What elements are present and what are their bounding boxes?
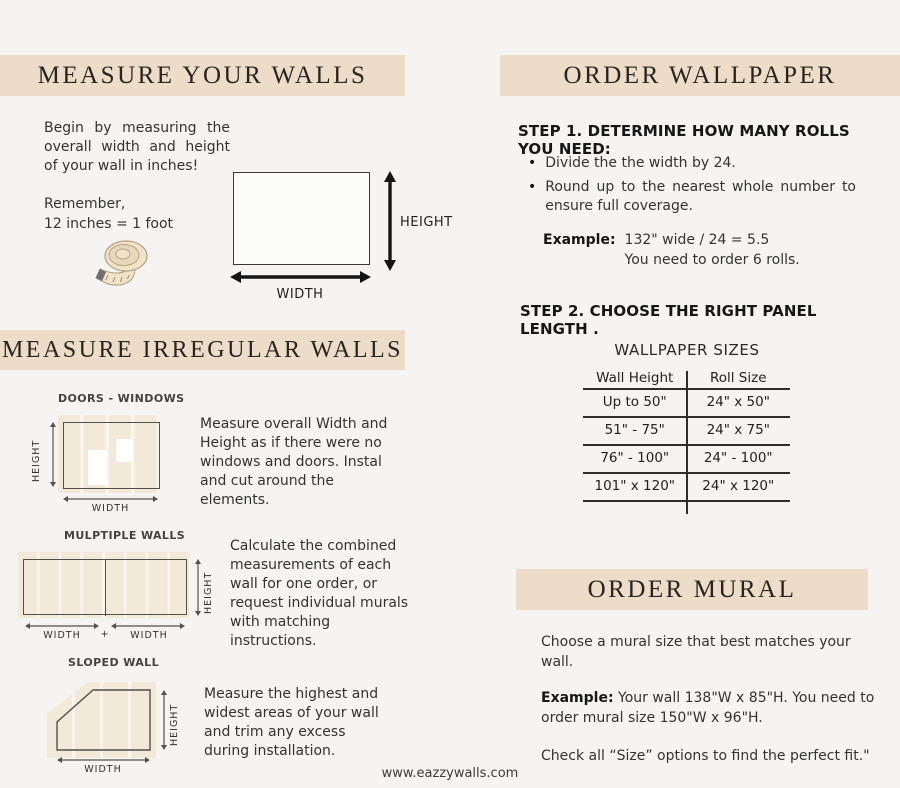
width-measure-arrow [57, 756, 150, 764]
table-cell: 24" x 75" [706, 422, 770, 438]
width-label: WIDTH [91, 503, 130, 514]
remember-note [44, 195, 264, 235]
step2-title: STEP 2. CHOOSE THE RIGHT PANEL LENGTH . [520, 302, 817, 338]
height-arrow [382, 171, 398, 271]
remember-line1: Remember, [44, 196, 126, 212]
measure-intro-text: Begin by measuring the overall width and height of your wall in inches! [44, 120, 230, 175]
doors-windows-text: Measure overall Width and Height as if there were no windows and doors. Instal and cut around the elements. [200, 416, 388, 509]
sloped-wall-label: SLOPED WALL [68, 656, 159, 669]
example-line2: You need to order 6 rolls. [624, 252, 800, 269]
section-header-measure-walls [0, 55, 405, 96]
height-label: HEIGHT [203, 571, 214, 614]
table-header-wall-height: Wall Height [596, 370, 674, 386]
section-title: MEASURE IRREGULAR WALLS [1, 336, 404, 363]
table-cell: Up to 50" [602, 394, 667, 410]
step1-title: STEP 1. DETERMINE HOW MANY ROLLS YOU NEED: [518, 122, 850, 158]
table-cell: 24" - 100" [703, 450, 773, 466]
width-measure-arrow-right [111, 622, 185, 630]
example-line1: 132" wide / 24 = 5.5 [624, 232, 770, 248]
wall-rectangle [233, 172, 370, 265]
bullet-dot: • [528, 155, 537, 171]
width-measure-arrow [63, 495, 158, 503]
height-label: HEIGHT [169, 703, 180, 746]
width-label-right: WIDTH [130, 630, 168, 641]
wall-divider [105, 559, 107, 616]
height-measure-arrow [160, 690, 168, 750]
window-shape [116, 439, 133, 462]
width-label: WIDTH [276, 287, 324, 302]
table-cell: 51" - 75" [604, 422, 665, 438]
plus-sign: + [100, 629, 110, 640]
section-header-irregular-walls [0, 330, 405, 370]
example-label: Example: [543, 232, 616, 248]
width-arrow [230, 269, 371, 285]
height-label: HEIGHT [400, 215, 453, 230]
table-cell: 24" x 50" [706, 394, 770, 410]
table-column-divider [686, 371, 688, 514]
table-header-roll-size: Roll Size [709, 370, 767, 386]
section-header-order-mural [516, 569, 868, 610]
multiple-walls-text: Calculate the combined measurements of each wall for one order, or request individual murals with matching instructions. [230, 538, 409, 650]
example-text: Your wall 138"W x 85"H. You need to order mural size 150"W x 96"H. [541, 690, 875, 726]
table-cell: 76" - 100" [600, 450, 670, 466]
section-title: MEASURE YOUR WALLS [37, 61, 368, 89]
website-url: www.eazzywalls.com [381, 766, 519, 781]
bullet-item [528, 178, 856, 216]
mural-size-note: Check all “Size” options to find the perfect fit." [541, 748, 870, 764]
height-label: HEIGHT [31, 439, 42, 482]
multiple-walls-label: MULPTIPLE WALLS [64, 529, 186, 542]
table-cell: 101" x 120" [594, 478, 676, 494]
section-title: ORDER MURAL [587, 575, 797, 603]
door-shape [88, 450, 107, 485]
section-header-order-wallpaper [500, 55, 900, 96]
step1-bullets [528, 154, 856, 221]
sloped-wall-outline [56, 689, 152, 752]
width-label: WIDTH [84, 764, 122, 775]
multiple-walls-diagram [18, 552, 192, 618]
height-measure-arrow [194, 559, 202, 616]
section-title: ORDER WALLPAPER [563, 61, 837, 89]
step1-example [543, 231, 800, 270]
doors-windows-diagram [58, 415, 160, 493]
example-lines [625, 231, 800, 270]
mural-example [541, 689, 889, 728]
bullet-dot: • [528, 179, 537, 196]
tape-measure-icon [86, 236, 154, 296]
height-measure-arrow [49, 422, 57, 487]
width-label-left: WIDTH [43, 630, 81, 641]
bullet-text: Divide the the width by 24. [545, 155, 736, 171]
table-title: WALLPAPER SIZES [614, 341, 760, 359]
wall-outline [63, 422, 160, 489]
doors-windows-label: DOORS - WINDOWS [58, 392, 185, 405]
sloped-wall-text: Measure the highest and widest areas of your wall and trim any excess during installation. [204, 686, 379, 760]
width-measure-arrow-left [25, 622, 99, 630]
bullet-text: Round up to the nearest whole number to ensure full coverage. [545, 179, 856, 215]
mural-intro-text: Choose a mural size that best matches your wall. [541, 634, 851, 670]
remember-line2: 12 inches = 1 foot [44, 215, 174, 232]
example-label: Example: [541, 690, 614, 706]
bullet-item [528, 154, 856, 173]
table-cell: 24" x 120" [702, 478, 775, 494]
